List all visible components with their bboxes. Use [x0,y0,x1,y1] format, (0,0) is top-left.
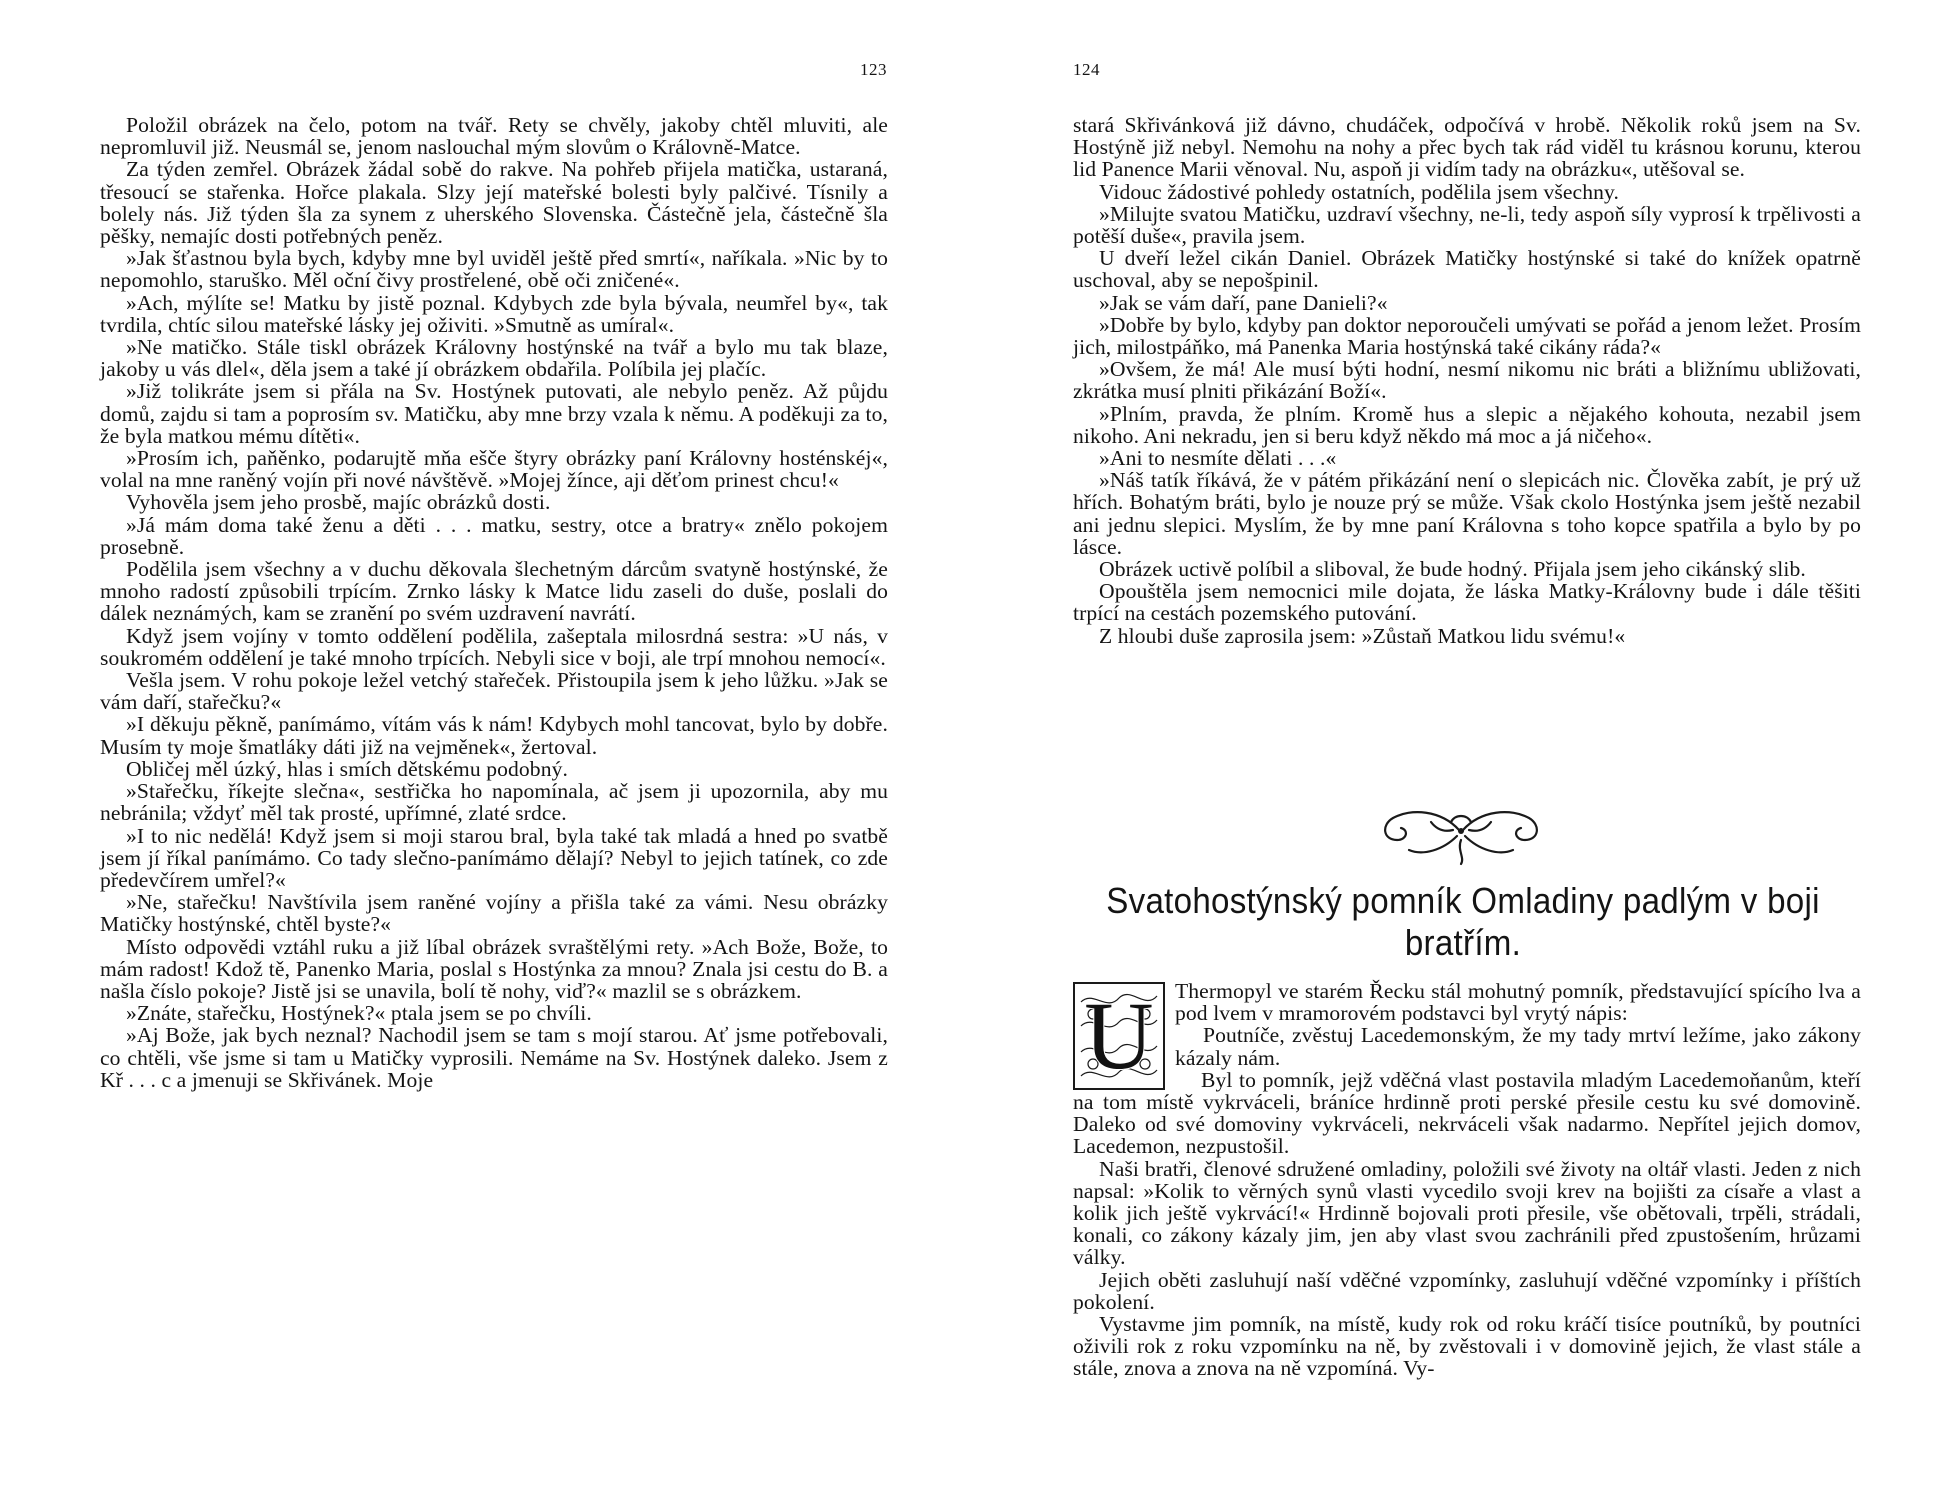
paragraph: Podělila jsem všechny a v duchu děkovala šlechetným dárcům svatyně hostýnské, že mnoho radostí způsobili trpícím. Zrnko lásky k Matce lidu zaseli do duše, poslali do dálek neznámých, kam se zranění po svém uzdravení navrátí. [100,557,888,626]
paragraph: »Stařečku, říkejte slečna«, sestřička ho napomínala, ač jsem ji upozornila, aby mu nebránila; vždyť měl tak prosté, upřímné, zlaté srdce. [100,779,888,826]
right-page-text [1073,114,1861,647]
page-number-left: 123 [860,60,887,79]
paragraph: Z hloubi duše zaprosila jsem: »Zůstaň Matkou lidu svému!« [1099,623,1626,648]
paragraph: Vidouc žádostivé pohledy ostatních, podělila jsem všechny. [1099,179,1620,204]
paragraph: Byl to pomník, jejž vděčná vlast postavila mladým Lacedemoňanům, kteří na tom místě vykrváceli, bráníce hrdinně proti perské přesile cestu ku své domovině. Daleko od své domoviny vykrváceli, nekrváceli však nadarmo. Nepřítel jejich domov, Lacedemon, nezpustošil. [1073,1067,1861,1159]
ornament-divider-icon [1371,800,1551,870]
paragraph: Vystavme jim pomník, na místě, kudy rok od roku kráčí tisíce poutníků, by poutníci oživili rok z roku vzpomínku na ně, by zvěstovali i v domovině jejich, že vlast stále a stále, znova a znova na ně vzpomíná. Vy- [1073,1312,1861,1381]
paragraph: Naši bratři, členové sdružené omladiny, položili své životy na oltář vlasti. Jeden z nich napsal: »Kolik to věrných synů vlasti vycedilo svoji krev na bojišti za císaře a vlast a kolik jich ještě vykrvácí!« Hrdinně bojovali proti přesile, vše obětovali, trpěli, strádali, konali, co zákony kázaly jim, jen aby vlast svou zachránili před zpustošením, hrůzami války. [1073,1156,1861,1270]
article-text [1073,980,1861,1380]
paragraph: »Milujte svatou Matičku, uzdraví všechny, ne-li, tedy aspoň síly vyprosí k trpělivosti a potěší duše«, pravila jsem. [1073,201,1861,249]
paragraph: »Ne matičko. Stále tiskl obrázek Královny hostýnské na tvář a bylo mu tak blaze, jakoby u vás dlel«, děla jsem a také jí obrázkem obdařila. Políbila jej plačíc. [100,335,888,382]
paragraph: »Ani to nesmíte dělati . . .« [1099,446,1337,471]
page-number-right: 124 [1073,60,1100,79]
paragraph: Když jsem vojíny v tomto oddělení podělila, zašeptala milosrdná sestra: »U nás, v soukromém oddělení je také mnoho trpících. Nebyli sice v boji, ale trpí mnohou nemocí«. [100,623,888,670]
decorated-initial-icon [1073,982,1165,1090]
paragraph: Vešla jsem. V rohu pokoje ležel vetchý stařeček. Přistoupila jsem k jeho lůžku. »Jak se vám daří, stařečku?« [100,668,888,715]
initial-letter: U [1084,982,1154,1089]
article-first-paragraph: Thermopyl ve starém Řecku stál mohutný pomník, představující spícího lva a pod lvem v mramorovém podstavci byl vrytý nápis: [1175,979,1861,1026]
paragraph: Za týden zemřel. Obrázek žádal sobě do rakve. Na pohřeb přijela matička, ustaraná, třesoucí se stařenka. Hořce plakala. Slzy její mateřské bolesti byly palčivé. Tísnily a bolely nás. Již týden šla za synem z uherského Slovenska. Částečně jela, částečně šla pěšky, nemajíc dosti potřebných peněz. [100,157,888,249]
paragraph: »Již tolikráte jsem si přála na Sv. Hostýnek putovati, ale nebylo peněz. Až půjdu domů, zajdu si tam a poprosím sv. Matičku, aby mne brzy vzala k němu. A poděkuji za to, že byla matkou mému dítěti«. [100,379,888,448]
article-heading: Svatohostýnský pomník Omladiny padlým v boji bratřím. [1106,880,1820,963]
paragraph-continued: stará Skřivánková již dávno, chudáček, odpočívá v hrobě. Několik roků jsem na Sv. Hostýně již nebyl. Nemohu na nohy a přec bych tak rád viděl tu krásnou korunu, kterou lid Panence Marii věnoval. Nu, aspoň ji vidím tady na obrázku«, utěšoval se. [1073,113,1861,182]
paragraph: »Prosím ich, paňěnko, podarujtě mňa ešče štyry obrázky paní Královny hosténskéj«, volal na mne raněný vojín při nové návštěvě. »Mojej žínce, aji děťom prinest chcu!« [100,446,888,493]
right-page [973,0,1946,1500]
paragraph: Místo odpovědi vztáhl ruku a již líbal obrázek svraštělými rety. »Ach Bože, Bože, to mám radost! Kdož tě, Panenko Maria, poslal s Hostýnka za mnou? Znala jsi cestu do B. a našla číslo pokoje? Jistě jsi se unavila, bolí tě nohy, viď?« mazlil se s obrázkem. [100,934,888,1003]
paragraph: »Znáte, stařečku, Hostýnek?« ptala jsem se po chvíli. [126,1001,592,1026]
paragraph: »Ovšem, že má! Ale musí býti hodní, nesmí nikomu nic bráti a bližnímu ubližovati, zkrátka musí plniti přikázání Boží«. [1073,357,1861,404]
paragraph: »I to nic nedělá! Když jsem si moji starou bral, byla také tak mladá a hned po svatbě jsem jí říkal panímámo. Co tady slečno-panímámo dělají? Nebyl to jejich tatínek, co zde předevčírem umřel?« [100,823,888,892]
paragraph: »I děkuju pěkně, panímámo, vítám vás k nám! Kdybych mohl tancovat, bylo by dobře. Musím ty moje šmatláky dáti již na vejměnek«, žertoval. [100,712,888,759]
paragraph: »Ach, mýlíte se! Matku by jistě poznal. Kdybych zde byla bývala, neumřel by«, tak tvrdila, chtíc silou mateřské lásky jej oživiti. »Smutně as umíral«. [100,290,888,337]
paragraph: »Plním, pravda, že plním. Kromě hus a slepic a nějakého kohouta, nezabil jsem nikoho. Ani nekradu, jen si beru když někdo má moc a já ničeho«. [1073,401,1861,448]
paragraph: Jejich oběti zasluhují naší vděčné vzpomínky, zasluhují vděčné vzpomínky i příštích pokolení. [1073,1267,1861,1314]
paragraph: »Jak se vám daří, pane Danieli?« [1099,290,1388,315]
paragraph: »Já mám doma také ženu a děti . . . matku, sestry, otce a bratry« znělo pokojem prosebně. [100,512,888,559]
article-quote: Poutníče, zvěstuj Lacedemonským, že my tady mrtví ležíme, jako zákony kázaly nám. [1175,1023,1861,1070]
paragraph: »Dobře by bylo, kdyby pan doktor neporoučeli umývati se pořád a jenom ležet. Prosím jich, milostpáňko, má Panenka Maria hostýnská také cikány ráda?« [1073,312,1861,360]
paragraph: Obličej měl úzký, hlas i smích dětskému podobný. [126,756,568,781]
paragraph: U dveří ležel cikán Daniel. Obrázek Matičky hostýnské si také do knížek opatrně uschoval, aby se nepošpinil. [1073,246,1861,293]
paragraph: Opouštěla jsem nemocnici mile dojata, že láska Matky-Královny bude i dále těšiti trpící na cestách pozemského putování. [1073,579,1861,626]
paragraph: »Jak šťastnou byla bych, kdyby mne byl uviděl ještě před smrtí«, naříkala. »Nic by to nepomohlo, staruško. Měl oční čivy prostřelené, obě oči zničené«. [100,246,888,293]
left-page-text [100,114,888,1091]
paragraph: Obrázek uctivě políbil a sliboval, že bude hodný. Přijala jsem jeho cikánský slib. [1099,557,1806,582]
paragraph: »Ne, stařečku! Navštívila jsem raněné vojíny a přišla také za vámi. Nesu obrázky Matičky hostýnské, chtěl byste?« [100,890,888,937]
paragraph: »Náš tatík říkává, že v pátém přikázání není o slepicách nic. Člověka zabít, je prý už hřích. Bohatým bráti, bylo je nouze prý se může. Však ckolo Hostýnka jsem ještě nezabil ani jednu slepici. Myslím, že by mne paní Královna s toho kopce spatřila a bylo by po lásce. [1073,468,1861,559]
paragraph: Vyhověla jsem jeho prosbě, majíc obrázků dosti. [126,490,551,515]
paragraph: Položil obrázek na čelo, potom na tvář. Rety se chvěly, jakoby chtěl mluviti, ale nepromluvil již. Neusmál se, jenom naslouchal mým slovům o Královně-Matce. [100,113,888,160]
paragraph: »Aj Bože, jak bych neznal? Nachodil jsem se tam s mojí starou. Ať jsme potřebovali, co chtěli, vše jsme si tam u Matičky vyprosili. Nemáme na Sv. Hostýnek daleko. Jsem z Kř . . . c a jmenuji se Skřivánek. Moje [100,1023,888,1092]
